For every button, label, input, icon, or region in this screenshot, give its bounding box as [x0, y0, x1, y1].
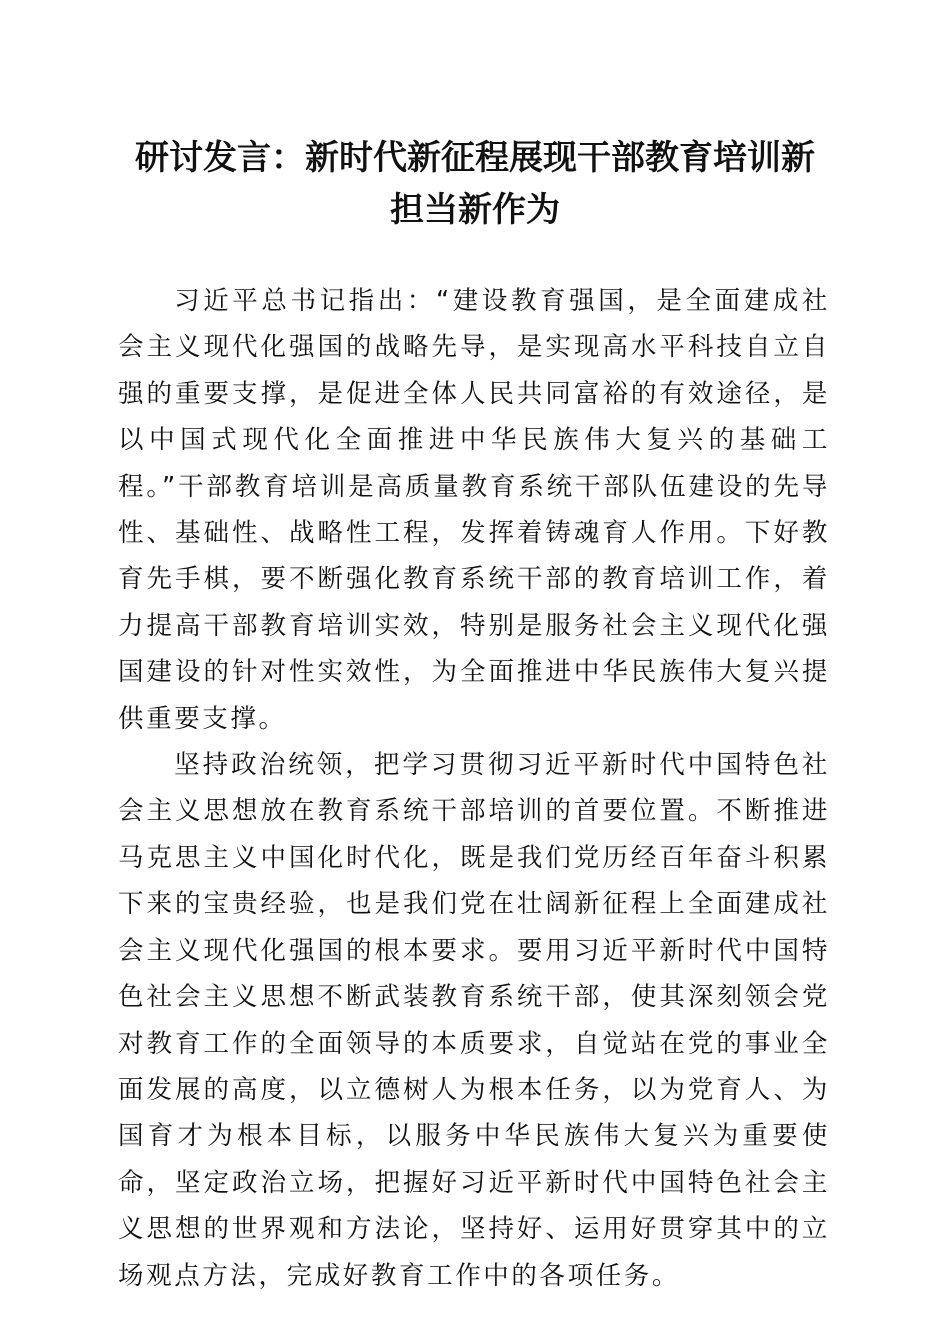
document-title [110, 132, 840, 236]
document-body [118, 278, 830, 1299]
paragraph-2: 坚持政治统领，把学习贯彻习近平新时代中国特色社会主义思想放在教育系统干部培训的首要位置。不断推进马克思主义中国化时代化，既是我们党历经百年奋斗积累下来的宝贵经验，也是我们党在壮阔新征程上全面建成社会主义现代化强国的根本要求。要用习近平新时代中国特色社会主义思想不断武装教育系统干部，使其深刻领会党对教育工作的全面领导的本质要求，自觉站在党的事业全面发展的高度，以立德树人为根本任务，以为党育人、为国育才为根本目标，以服务中华民族伟大复兴为重要使命，坚定政治立场，把握好习近平新时代中国特色社会主义思想的世界观和方法论，坚持好、运用好贯穿其中的立场观点方法，完成好教育工作中的各项任务。 [118, 750, 830, 1291]
title-line-1: 研讨发言：新时代新征程展现干部教育培训新 [135, 138, 815, 178]
title-line-2: 担当新作为 [390, 190, 560, 230]
paragraph-1: 习近平总书记指出：“建设教育强国，是全面建成社会主义现代化强国的战略先导，是实现高水平科技自立自强的重要支撑，是促进全体人民共同富裕的有效途径，是以中国式现代化全面推进中华民族伟大复兴的基础工程。”干部教育培训是高质量教育系统干部队伍建设的先导性、基础性、战略性工程，发挥着铸魂育人作用。下好教育先手棋，要不断强化教育系统干部的教育培训工作，着力提高干部教育培训实效，特别是服务社会主义现代化强国建设的针对性实效性，为全面推进中华民族伟大复兴提供重要支撑。 [118, 286, 830, 734]
